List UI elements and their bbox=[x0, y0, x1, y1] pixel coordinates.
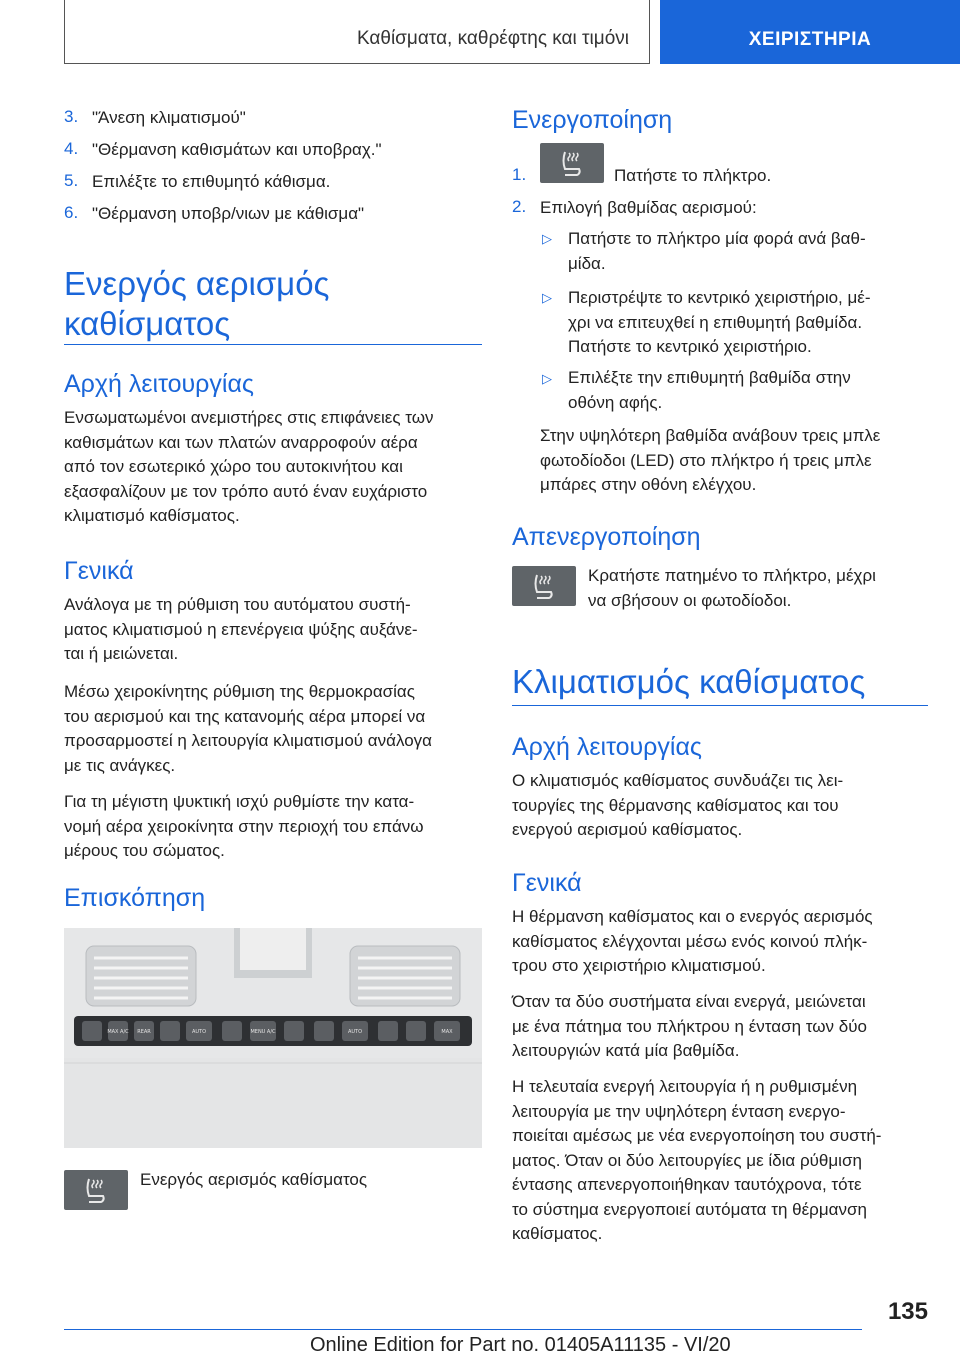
general-paragraph-1 bbox=[64, 593, 418, 667]
panel-label: MENU A/C bbox=[250, 1029, 276, 1035]
text-line: νομή αέρα χειροκίνητα στην περιοχή του επάνω bbox=[64, 816, 424, 836]
bullet-triangle-icon: ▷ bbox=[542, 231, 552, 246]
text-line: Επιλέξτε την επιθυμητή βαθμίδα στην bbox=[568, 368, 851, 387]
list-number: 4. bbox=[64, 139, 79, 158]
panel-label: AUTO bbox=[191, 1029, 207, 1035]
text-line: Ανάλογα με τη ρύθμιση του αυτόματου συστή- bbox=[64, 595, 411, 614]
text-line: λειτουργιών κατά μία βαθμίδα. bbox=[512, 1041, 740, 1060]
general-paragraph-2 bbox=[64, 680, 432, 778]
text-line: από τον εσωτερικό χώρο του αυτοκινήτου και bbox=[64, 457, 403, 476]
text-line: Κρατήστε πατημένο το πλήκτρο, μέχρι bbox=[588, 566, 876, 585]
text-line: οθόνη αφής. bbox=[568, 392, 663, 412]
header-section-title: Καθίσματα, καθρέφτης και τιμόνι bbox=[356, 28, 629, 49]
header-chapter-title: ΧΕΙΡΙΣΤΗΡΙΑ bbox=[748, 29, 872, 50]
footer-edition: Online Edition for Part no. 01405A11135 - VI/20 bbox=[310, 1334, 731, 1356]
seat-ventilation-button-icon bbox=[540, 143, 604, 183]
footer-rule bbox=[64, 1329, 862, 1330]
bullet-item bbox=[568, 366, 851, 415]
section-title: Κλιματισμός καθίσματος bbox=[512, 663, 866, 700]
text-line: ται ή μειώνεται. bbox=[64, 644, 179, 663]
section-title-line2: καθίσματος bbox=[64, 305, 231, 342]
text-line: ματος. Όταν οι δύο λειτουργίες με ίδια ρύθμιση bbox=[512, 1150, 862, 1170]
bullet-item bbox=[568, 227, 866, 276]
text-line: Η θέρμανση καθίσματος και ο ενεργός αερισμός bbox=[512, 907, 873, 926]
heading-general: Γενικά bbox=[512, 869, 582, 897]
list-number: 5. bbox=[64, 171, 79, 190]
text-line: εξασφαλίζουν με τον τρόπο αυτό έναν ευχάριστο bbox=[64, 481, 428, 501]
text-line: να σβήσουν οι φωτοδίοδοι. bbox=[588, 590, 792, 610]
seat-ventilation-button-icon bbox=[512, 566, 576, 606]
heading-principle: Αρχή λειτουργίας bbox=[64, 370, 254, 398]
list-number: 3. bbox=[64, 107, 79, 126]
text-line: Ενσωματωμένοι ανεμιστήρες στις επιφάνειες των bbox=[64, 408, 434, 427]
text-line: μέρους του σώματος. bbox=[64, 841, 225, 860]
text-line: με ένα πάτημα του πλήκτρου η ένταση των δύο bbox=[512, 1016, 867, 1036]
text-line: Μέσω χειροκίνητης ρύθμιση της θερμοκρασίας bbox=[64, 682, 415, 701]
heading-activate: Ενεργοποίηση bbox=[512, 106, 673, 134]
text-line: ματος κλιματισμού η επενέργεια ψύξης αυξάνε- bbox=[64, 619, 418, 639]
text-line: Για τη μέγιστη ψυκτική ισχύ ρυθμίστε την κατα- bbox=[64, 792, 415, 811]
general-paragraph-3 bbox=[512, 1075, 881, 1247]
panel-label: AUTO bbox=[347, 1029, 363, 1035]
text-line: Πατήστε το πλήκτρο μία φορά ανά βαθ- bbox=[568, 229, 866, 248]
step-text: Επιλογή βαθμίδας αερισμού: bbox=[540, 198, 757, 217]
list-item: "Άνεση κλιματισμού" bbox=[92, 108, 246, 127]
section-title-line1: Ενεργός αερισμός bbox=[64, 265, 330, 302]
principle-paragraph bbox=[512, 769, 843, 843]
text-line: φωτοδίοδοι (LED) στο πλήκτρο ή τρεις μπλε bbox=[540, 450, 872, 470]
led-note bbox=[540, 424, 880, 498]
list-item: Επιλέξτε το επιθυμητό κάθισμα. bbox=[92, 172, 331, 191]
text-line: χρι να επιτευχθεί η επιθυμητή βαθμίδα. bbox=[568, 312, 863, 332]
list-item: "Θέρμανση καθισμάτων και υποβραχ." bbox=[92, 140, 382, 159]
text-line: το σύστημα ενεργοποιεί αυτόματα τη θέρμανση bbox=[512, 1199, 867, 1219]
photo-caption: Ενεργός αερισμός καθίσματος bbox=[140, 1170, 368, 1189]
step-text: Πατήστε το πλήκτρο. bbox=[614, 166, 772, 185]
text-line: καθίσματος ελέγχονται μέσω ενός κοινού πλήκ- bbox=[512, 931, 868, 951]
text-line: καθίσματος. bbox=[512, 1224, 603, 1243]
seat-ventilation-icon bbox=[64, 1170, 128, 1210]
header-chapter-tab bbox=[660, 0, 960, 64]
general-paragraph-3 bbox=[64, 790, 424, 864]
title-rule bbox=[64, 344, 482, 345]
principle-paragraph bbox=[64, 406, 434, 529]
heading-principle: Αρχή λειτουργίας bbox=[512, 733, 702, 761]
climate-control-panel-photo bbox=[64, 928, 482, 1148]
text-line: λειτουργία με την υψηλότερη ένταση ενεργο- bbox=[512, 1101, 846, 1121]
heading-overview: Επισκόπηση bbox=[64, 884, 206, 912]
text-line: Η τελευταία ενεργή λειτουργία ή η ρυθμισμένη bbox=[512, 1077, 858, 1096]
general-paragraph-2 bbox=[512, 990, 867, 1064]
text-line: τρου στο χειριστήριο κλιματισμού. bbox=[512, 956, 766, 975]
text-line: του αερισμού και της κατανομής αέρα μπορεί να bbox=[64, 706, 426, 726]
panel-label: MAX A/C bbox=[107, 1029, 129, 1035]
heading-general: Γενικά bbox=[64, 557, 134, 585]
text-line: προσαρμοστεί η λειτουργία κλιματισμού ανάλογα bbox=[64, 731, 432, 750]
text-line: ποιείται αμέσως με νέα ενεργοποίηση του συστή- bbox=[512, 1126, 882, 1145]
text-line: τουργίες της θέρμανσης καθίσματος και του bbox=[512, 795, 839, 815]
text-line: ενεργού αερισμού καθίσματος. bbox=[512, 820, 743, 839]
panel-label: MAX bbox=[441, 1029, 453, 1035]
list-item: "Θέρμανση υποβρ/νιων με κάθισμα" bbox=[92, 204, 365, 223]
general-paragraph-1 bbox=[512, 905, 873, 979]
title-rule bbox=[512, 705, 928, 706]
page-number: 135 bbox=[887, 1298, 928, 1325]
bullet-item bbox=[568, 286, 871, 360]
text-line: καθισμάτων και των πλατών αναρροφούν αέρα bbox=[64, 432, 418, 452]
text-line: Στην υψηλότερη βαθμίδα ανάβουν τρεις μπλε bbox=[540, 426, 881, 445]
heading-deactivate: Απενεργοποίηση bbox=[512, 523, 701, 551]
header-section-box bbox=[64, 0, 650, 64]
text-line: μπάρες στην οθόνη ελέγχου. bbox=[540, 475, 757, 494]
bullet-triangle-icon: ▷ bbox=[542, 290, 552, 305]
text-line: Ο κλιματισμός καθίσματος συνδυάζει τις λει- bbox=[512, 771, 844, 790]
panel-label: REAR bbox=[137, 1029, 151, 1035]
text-line: Πατήστε το κεντρικό χειριστήριο. bbox=[568, 337, 812, 356]
panel-illustration bbox=[64, 928, 482, 1148]
text-line: Περιστρέψτε το κεντρικό χειριστήριο, μέ- bbox=[568, 288, 871, 307]
text-line: μίδα. bbox=[568, 253, 606, 273]
step-number: 2. bbox=[512, 197, 527, 216]
deactivate-text bbox=[588, 564, 876, 613]
step-number: 1. bbox=[512, 165, 527, 184]
list-number: 6. bbox=[64, 203, 79, 222]
text-line: κλιματισμό καθίσματος. bbox=[64, 506, 240, 525]
text-line: έντασης απενεργοποιήθηκαν ταυτόχρονα, τότε bbox=[512, 1175, 862, 1194]
text-line: Όταν τα δύο συστήματα είναι ενεργά, μειώνεται bbox=[512, 992, 866, 1011]
bullet-triangle-icon: ▷ bbox=[542, 371, 552, 386]
text-line: με τις ανάγκες. bbox=[64, 755, 176, 775]
